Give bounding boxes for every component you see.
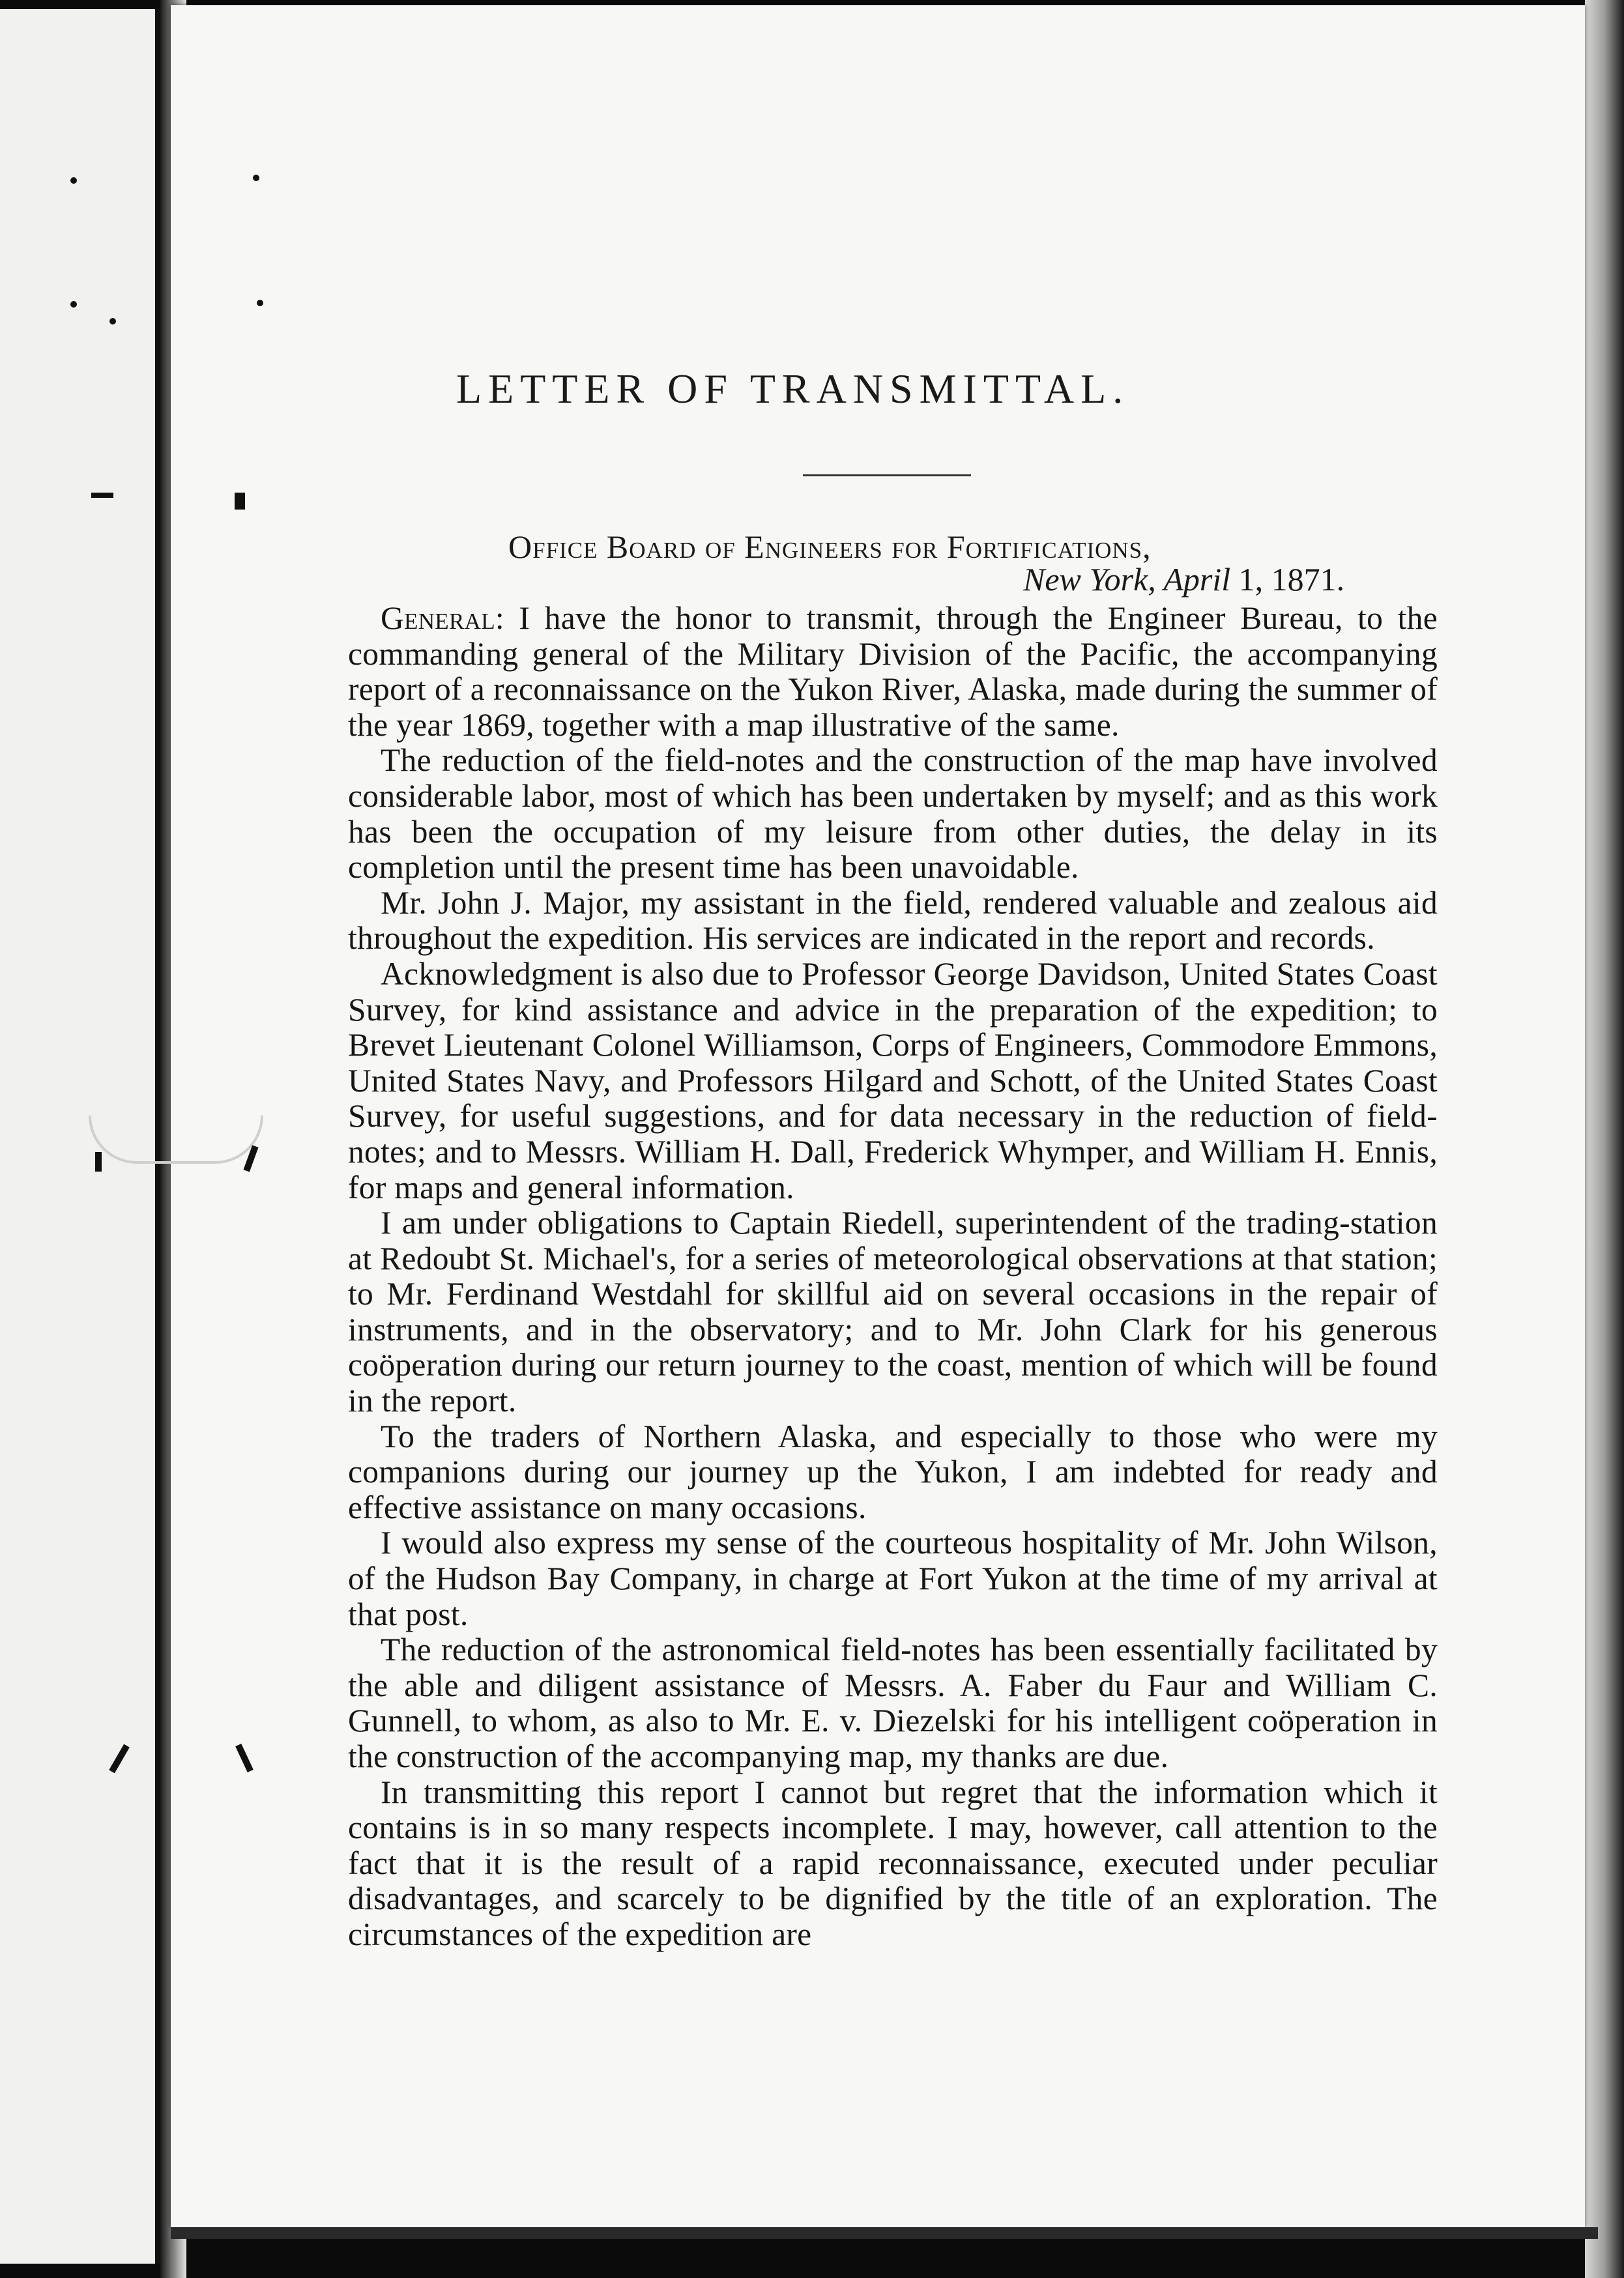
page-fore-edge [1585,0,1624,2278]
paragraph: Mr. John J. Major, my assistant in the field, rendered valuable and zealous aid throughout the expedition. His services are indicated in the report and records. [348,884,1438,957]
paragraph: The reduction of the astronomical field-notes has been essentially facilitated by the able and diligent assistance of Messrs. A. Faber du Faur and William C. Gunnell, to whom, as also to Mr. E. v. Diezelski for his intelligent coöperation in the construction of the accompanying map, my thanks are due. [348,1632,1438,1774]
binding-stitch [91,493,113,498]
salutation: General [381,600,495,636]
letter-body [348,601,1438,1953]
binding-hole [70,301,77,308]
binding-hole [253,175,259,181]
date-day-year: 1, 1871. [1230,561,1345,598]
binding-thread [89,1116,263,1164]
date-location: New York, April [1023,561,1231,598]
salutation-colon: : [495,600,504,636]
paragraph: To the traders of Northern Alaska, and especially to those who were my companions during our journey up the Yukon, I am indebted for ready and effective assistance on many occasions. [348,1418,1438,1525]
page-title: LETTER OF TRANSMITTAL. [456,366,1130,412]
binding-stitch [235,493,245,510]
paragraph-text: I have the honor to transmit, through the Engineer Bureau, to the commanding general of the Military Division of the Pacific, the accompanying report of a reconnaissance on the Yukon River, Alaska, made during the summer of the year 1869, together with a map illustrative of the same. [348,600,1438,743]
binding-stitch [95,1152,102,1172]
paragraph: I would also express my sense of the courteous hospitality of Mr. John Wilson, of the Hudson Bay Company, in charge at Fort Yukon at the time of my arrival at that post. [348,1525,1438,1632]
paragraph: Acknowledgment is also due to Professor George Davidson, United States Coast Survey, for kind assistance and advice in the preparation of the expedition; to Brevet Lieutenant Colonel Williamson, Corps of Engineers, Commodore Emmons, United States Navy, and Professors Hilgard and Schott, of the United States Coast Survey, for useful suggestions, and for data necessary in the reduction of field-notes; and to Messrs. William H. Dall, Frederick Whymper, and William H. Ennis, for maps and general information. [348,955,1438,1205]
binding-hole [109,318,116,324]
letter-date [1023,560,1344,598]
sender-office: Office Board of Engineers for Fortifications, [508,528,1152,565]
page-bottom-edge [171,2227,1598,2239]
binding-hole [257,300,263,306]
binding-hole [70,177,77,184]
paragraph: In transmitting this report I cannot but regret that the information which it contains is in so many respects incomplete. I may, however, call attention to the fact that it is the result of a rapid reconnaissance, executed under peculiar disadvantages, and scarcely to be dignified by the title of an exploration. The circumstances of the expedition are [348,1774,1438,1952]
paragraph: I am under obligations to Captain Riedell, superintendent of the trading-station at Redoubt St. Michael's, for a series of meteorological observations at that station; to Mr. Ferdinand Westdahl for skillful aid on several occasions in the repair of instruments, and in the observatory; and to Mr. John Clark for his generous coöperation during our return journey to the coast, mention of which will be found in the report. [348,1205,1438,1419]
paragraph: The reduction of the field-notes and the construction of the map have involved considerable labor, most of which has been undertaken by myself; and as this work has been the occupation of my leisure from other duties, the delay in its completion until the present time has been unavoidable. [348,742,1438,886]
title-rule [803,474,971,476]
paragraph [348,601,1438,743]
